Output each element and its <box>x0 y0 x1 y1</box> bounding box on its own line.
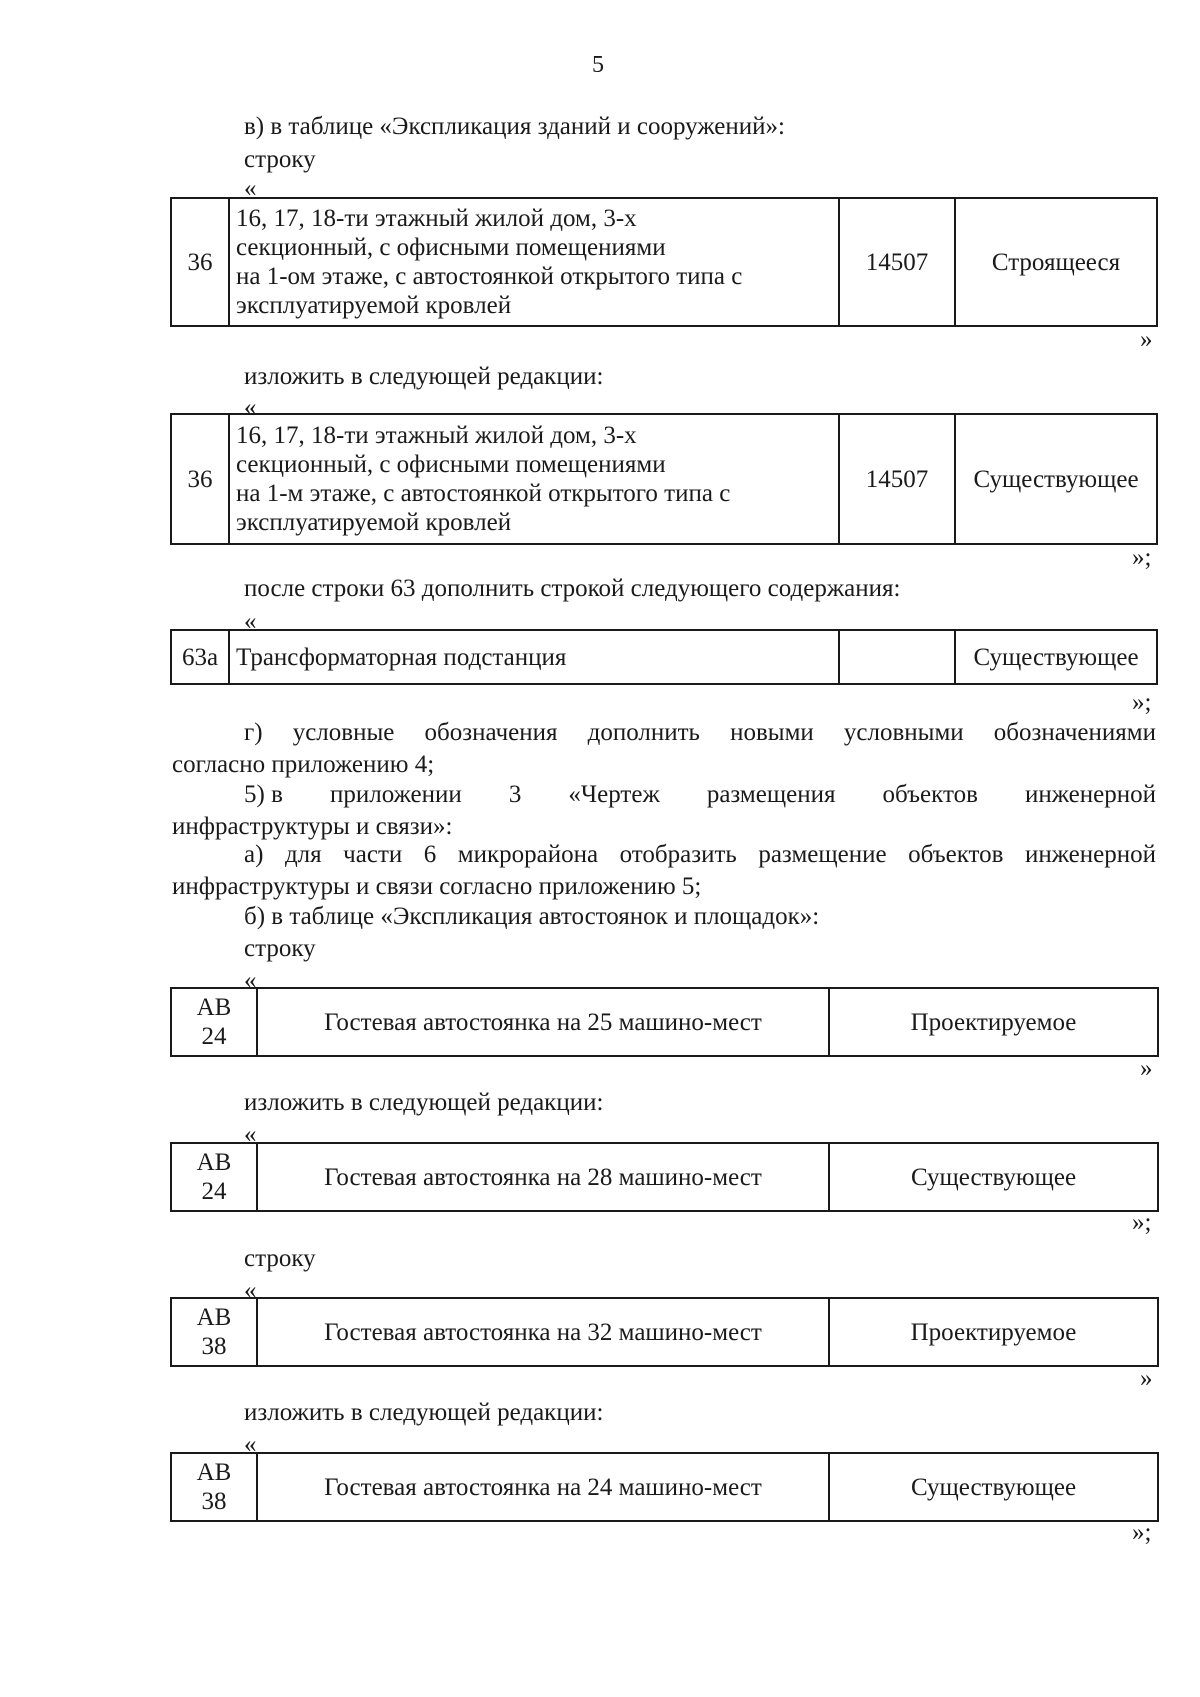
row-status: Существующее <box>955 630 1157 684</box>
section-g-line2: согласно приложению 4; <box>172 751 435 778</box>
parking-status: Проектируемое <box>829 988 1158 1056</box>
close-quote: » <box>1140 326 1153 353</box>
code-line: АВ <box>196 1459 232 1486</box>
close-quote: »; <box>1132 1519 1152 1546</box>
open-quote: « <box>244 1431 257 1458</box>
open-quote: « <box>244 394 257 421</box>
desc-line: секционный, с офисными помещениями <box>236 451 666 478</box>
row-description <box>229 414 839 544</box>
open-quote: « <box>244 1277 257 1304</box>
section-5-line2: инфраструктуры и связи»: <box>172 813 453 840</box>
open-quote: « <box>244 1121 257 1148</box>
desc-line: на 1-ом этаже, с автостоянкой открытого типа с <box>236 263 743 290</box>
section-5b-stroku: строку <box>244 935 316 962</box>
section-v-intro: в) в таблице «Экспликация зданий и сооружений»: <box>244 113 785 140</box>
parking-code <box>171 1143 257 1211</box>
parking-table-row1-old <box>170 987 1159 1057</box>
row-number: 36 <box>171 198 229 326</box>
table-row <box>171 1298 1158 1366</box>
after-row-instruction: после строки 63 дополнить строкой следующего содержания: <box>244 575 901 602</box>
word: инженерной <box>1024 781 1156 808</box>
close-quote: » <box>1140 1365 1153 1392</box>
open-quote: « <box>244 608 257 635</box>
close-quote: »; <box>1132 1209 1152 1236</box>
desc-line: 16, 17, 18-ти этажный жилой дом, 3-х <box>236 422 637 449</box>
section-v-stroku: строку <box>244 146 316 173</box>
row-area: 14507 <box>839 198 955 326</box>
parking-status: Существующее <box>829 1143 1158 1211</box>
open-quote: « <box>244 967 257 994</box>
parking-description: Гостевая автостоянка на 32 машино-мест <box>257 1298 829 1366</box>
close-quote: » <box>1140 1055 1153 1082</box>
table-row <box>171 1143 1158 1211</box>
section-5-line1 <box>244 780 1156 810</box>
desc-line: эксплуатируемой кровлей <box>236 509 512 536</box>
parking-description: Гостевая автостоянка на 28 машино-мест <box>257 1143 829 1211</box>
code-line: 38 <box>201 1488 227 1515</box>
parking-code <box>171 1298 257 1366</box>
parking-table-row2-old <box>170 1297 1159 1367</box>
page-number: 5 <box>592 52 604 78</box>
parking-status: Проектируемое <box>829 1298 1158 1366</box>
code-line: 24 <box>201 1178 227 1205</box>
table-row <box>171 988 1158 1056</box>
code-line: АВ <box>196 1304 232 1331</box>
edit-instruction: изложить в следующей редакции: <box>244 1089 604 1116</box>
word: «Чертеж <box>568 781 660 808</box>
parking-table-row1-new <box>170 1142 1159 1212</box>
section-5a-line2: инфраструктуры и связи согласно приложению 5; <box>172 873 702 900</box>
parking-code <box>171 1453 257 1521</box>
word: 3 <box>508 781 522 808</box>
desc-line: 16, 17, 18-ти этажный жилой дом, 3-х <box>236 205 637 232</box>
desc-line: секционный, с офисными помещениями <box>236 234 666 261</box>
section-g-line1: г) условные обозначения дополнить новыми условными обозначениями <box>244 719 1156 746</box>
word: размещения <box>706 781 836 808</box>
desc-line: на 1-м этаже, с автостоянкой открытого типа с <box>236 480 731 507</box>
buildings-table-new <box>170 413 1158 545</box>
parking-status: Существующее <box>829 1453 1158 1521</box>
row-status: Строящееся <box>955 198 1157 326</box>
buildings-table-added <box>170 629 1158 685</box>
close-quote: »; <box>1132 544 1152 571</box>
word: объектов <box>882 781 978 808</box>
open-quote: « <box>244 175 257 202</box>
desc-line: эксплуатируемой кровлей <box>236 292 512 319</box>
row-area <box>839 630 955 684</box>
parking-description: Гостевая автостоянка на 25 машино-мест <box>257 988 829 1056</box>
row-description <box>229 198 839 326</box>
parking-description: Гостевая автостоянка на 24 машино-мест <box>257 1453 829 1521</box>
word: 5) в <box>244 781 283 808</box>
row-area: 14507 <box>839 414 955 544</box>
table-row <box>171 1453 1158 1521</box>
row-number: 63а <box>171 630 229 684</box>
code-line: 38 <box>201 1333 227 1360</box>
parking-code <box>171 988 257 1056</box>
section-5a-line1: а) для части 6 микрорайона отобразить размещение объектов инженерной <box>244 841 1156 868</box>
table-row <box>171 630 1157 684</box>
table-row <box>171 414 1157 544</box>
close-quote: »; <box>1132 689 1152 716</box>
edit-instruction: изложить в следующей редакции: <box>244 1399 604 1426</box>
table-row <box>171 198 1157 326</box>
edit-instruction: изложить в следующей редакции: <box>244 363 604 390</box>
code-line: АВ <box>196 1149 232 1176</box>
section-5b-intro: б) в таблице «Экспликация автостоянок и площадок»: <box>244 903 820 930</box>
row-description: Трансформаторная подстанция <box>229 630 839 684</box>
buildings-table-old <box>170 197 1158 327</box>
row-status: Существующее <box>955 414 1157 544</box>
row-number: 36 <box>171 414 229 544</box>
code-line: 24 <box>201 1023 227 1050</box>
parking-table-row2-new <box>170 1452 1159 1522</box>
word: приложении <box>329 781 462 808</box>
code-line: АВ <box>196 994 232 1021</box>
stroku: строку <box>244 1245 316 1272</box>
